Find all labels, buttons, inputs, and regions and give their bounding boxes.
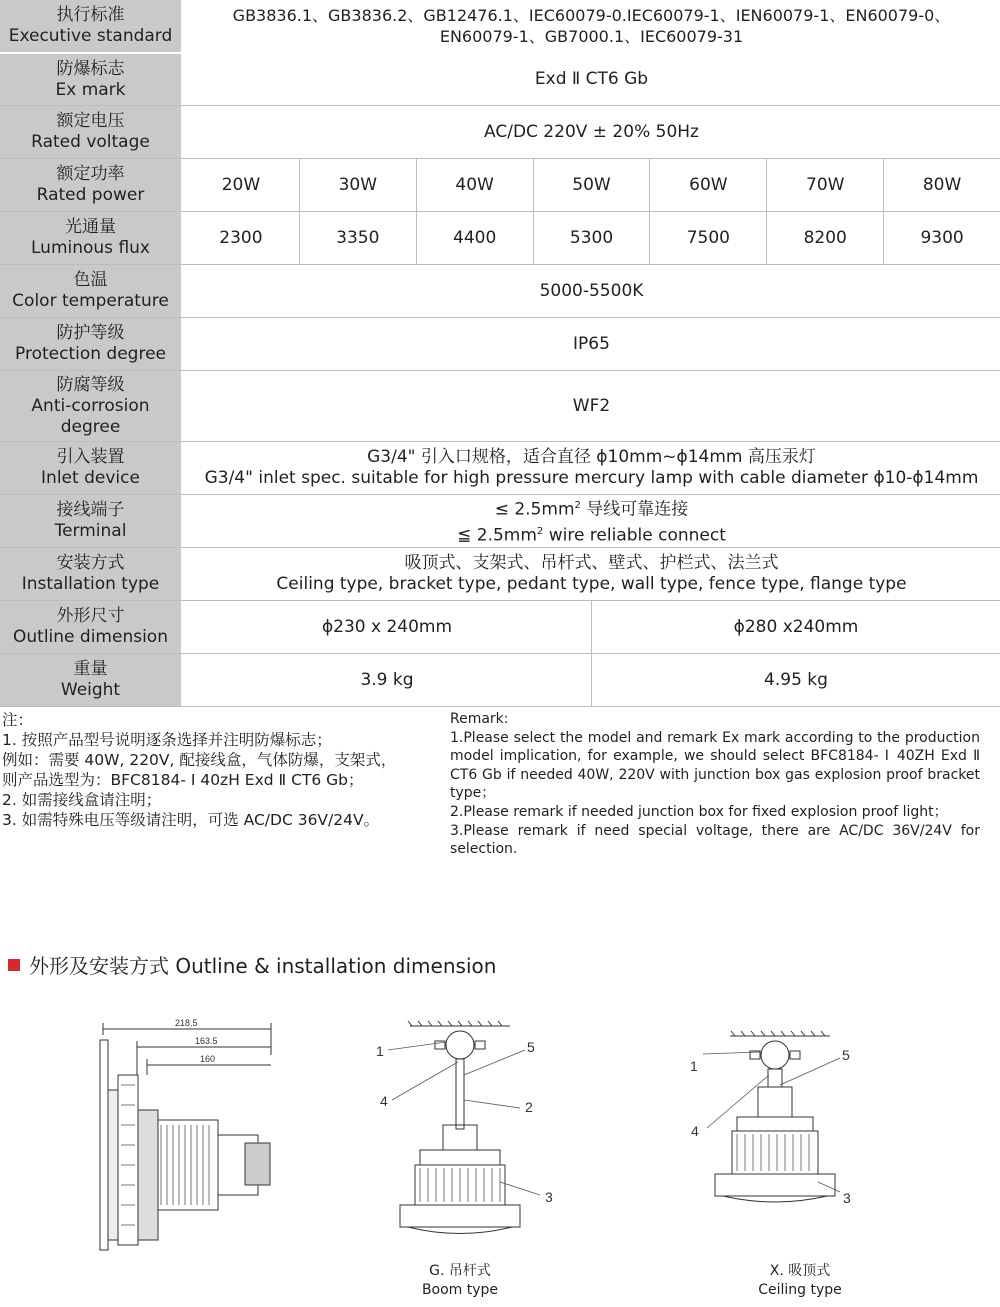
value-line: G3/4" 引入口规格，适合直径 ϕ10mm~ϕ14mm 高压汞灯 [367,447,816,467]
callout-label: 2 [525,1099,533,1115]
label-en: Rated voltage [31,132,150,152]
section-heading [8,950,496,979]
red-square-icon [8,959,20,971]
label-en: Weight [60,680,121,700]
flux-cell: 2300 [219,228,263,248]
label-cn: 防护等级 [56,323,125,343]
caption-ceiling [740,1262,860,1300]
note-line: 注： [2,711,34,729]
value-line: G3/4" inlet spec. suitable for high pressure mercury lamp with cable diameter ϕ10-ϕ14mm [204,468,979,488]
row-value: 5000-5500K [539,280,644,301]
row-value-cells [183,654,1000,706]
notes-english [450,710,980,859]
label-cn: 重量 [73,659,108,679]
label-en: Installation type [21,574,160,594]
power-cell: 50W [533,159,650,211]
row-label [0,601,183,653]
callout-label: 5 [527,1039,535,1055]
value-line: Ceiling type, bracket type, pedant type, wall type, fence type, flange type [276,574,907,594]
value-line: ≤ $2.5mm^2$ 导线可靠连接 [494,500,689,520]
row-value-cells [183,601,1000,653]
row-rated-voltage [0,106,1000,159]
weight-cell: 4.95 kg [591,654,1000,706]
row-color-temperature [0,265,1000,318]
row-value-cells [183,159,1000,211]
dim-label: 218.5 [175,1018,198,1028]
label-cn: 执行标准 [56,5,125,25]
label-en: Rated power [36,185,145,205]
label-en: Protection degree [15,344,166,364]
label-cn: 防腐等级 [56,374,125,395]
caption-cn: G. 吊杆式 [429,1263,491,1279]
power-cell: 20W [221,175,261,195]
row-executive-standard [0,0,1000,54]
power-cell: 70W [766,159,883,211]
row-value [183,548,1000,600]
note-line: 1.Please select the model and remark Ex mark according to the production model implication, for example, we should select BFC8184- Ⅰ 40ZH Exd Ⅱ CT6 Gb if needed 40W, 220V with junction box gas explosion proof bracket type； [450,729,980,802]
row-label [0,106,183,158]
row-terminal [0,495,1000,548]
caption-boom [400,1262,520,1300]
flux-cell: 3350 [299,212,416,264]
label-cn: 额定功率 [56,164,125,184]
row-label [0,371,183,441]
row-value [183,0,1000,52]
note-line: 3.Please remark if need special voltage, there are AC/DC 36V/24V for selection. [450,822,980,858]
boom-type-drawing [370,1020,570,1260]
row-label [0,159,183,211]
label-en: Anti-corrosion [31,395,150,416]
note-line: 例如：需要 40W, 220V, 配接线盒，气体防爆，支架式， [2,751,397,769]
row-ex-mark [0,54,1000,106]
row-weight [0,654,1000,707]
flux-cell: 4400 [416,212,533,264]
row-value [183,495,1000,547]
row-label [0,318,183,370]
label-en: Terminal [54,521,127,541]
ceiling-type-drawing [685,1030,870,1230]
row-label [0,442,183,494]
value-line: GB3836.1、GB3836.2、GB12476.1、IEC60079-0.IEC60079-1、IEN60079-1、EN60079-0、 [232,6,951,25]
row-value: IP65 [573,333,610,354]
row-label [0,54,183,105]
dim-label: 160 [200,1054,216,1064]
caption-en: Boom type [421,1282,499,1298]
row-label [0,495,183,547]
callout-label: 5 [842,1047,850,1063]
row-label [0,265,183,317]
power-cell: 80W [883,159,1000,211]
label-en: Outline dimension [13,627,168,647]
row-rated-power [0,159,1000,212]
row-label [0,548,183,600]
caption-cn: X. 吸顶式 [769,1263,831,1279]
power-cell: 40W [416,159,533,211]
row-label [0,212,183,264]
label-en: Inlet device [41,468,140,488]
flux-cell: 7500 [649,212,766,264]
row-installation-type [0,548,1000,601]
flux-cell: 8200 [766,212,883,264]
label-cn: 外形尺寸 [56,606,125,626]
dimension-cell: ϕ230 x 240mm [321,617,453,637]
label-en: Color temperature [12,291,169,311]
value-line: EN60079-1、GB7000.1、IEC60079-31 [439,27,744,46]
callout-label: 4 [691,1123,699,1139]
callout-label: 1 [690,1058,698,1074]
label-en: degree [60,416,121,437]
note-line: 1. 按照产品型号说明逐条选择并注明防爆标志； [2,731,332,749]
row-label [0,0,183,52]
flux-cell: 9300 [883,212,1000,264]
weight-cell: 3.9 kg [360,670,414,690]
callout-label: 3 [843,1190,851,1206]
label-en: Ex mark [55,79,126,100]
caption-en: Ceiling type [758,1282,842,1298]
value-line: ≦ $2.5mm^2$ wire reliable connect [457,525,726,546]
label-cn: 接线端子 [56,500,125,520]
note-line: 3. 如需特殊电压等级请注明，可选 AC/DC 36V/24V。 [2,811,380,829]
row-protection-degree [0,318,1000,371]
row-value: AC/DC 220V ± 20% 50Hz [484,121,699,142]
row-outline-dimension [0,601,1000,654]
row-value: WF2 [572,395,611,416]
dim-label: 163.5 [195,1036,218,1046]
label-cn: 引入装置 [56,447,125,467]
row-luminous-flux [0,212,1000,265]
label-en: Executive standard [8,26,173,46]
row-value-cells [183,212,1000,264]
label-cn: 色温 [73,270,108,290]
row-label [0,654,183,706]
label-cn: 安装方式 [56,553,125,573]
row-value: Exd Ⅱ CT6 Gb [534,69,649,89]
note-line: Remark: [450,711,509,727]
label-en: Luminous flux [31,238,150,258]
row-value [183,442,1000,494]
power-cell: 30W [299,159,416,211]
note-line: 则产品选型为：BFC8184- Ⅰ 40zH Exd Ⅱ CT6 Gb； [2,771,364,789]
label-cn: 光通量 [65,217,116,237]
note-line: 2. 如需接线盒请注明； [2,791,162,809]
callout-label: 1 [376,1043,384,1059]
dimension-cell: ϕ280 x240mm [591,601,1000,653]
notes-chinese [2,710,438,830]
side-view-drawing [95,1015,285,1255]
callout-label: 4 [380,1093,388,1109]
callout-label: 3 [545,1189,553,1205]
section-title: 外形及安装方式 Outline & installation dimension [29,954,497,978]
power-cell: 60W [649,159,766,211]
flux-cell: 5300 [533,212,650,264]
label-cn: 额定电压 [56,111,125,131]
row-inlet-device [0,442,1000,495]
value-line: 吸顶式、支架式、吊杆式、壁式、护栏式、法兰式 [404,553,779,573]
note-line: 2.Please remark if needed junction box for fixed explosion proof light； [450,803,948,820]
row-anti-corrosion [0,371,1000,442]
label-cn: 防爆标志 [56,58,125,79]
